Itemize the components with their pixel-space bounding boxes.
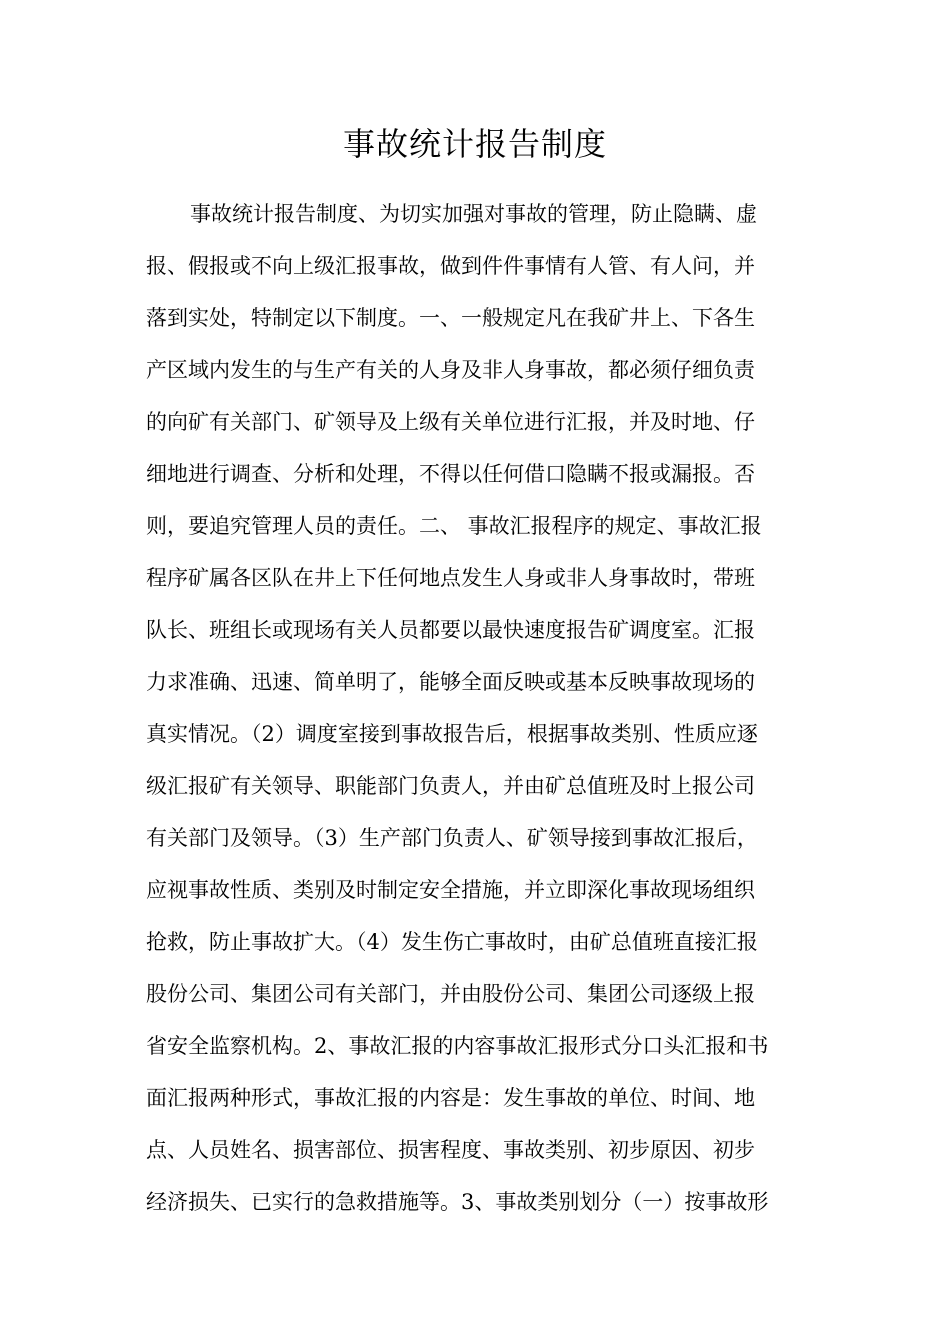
text-line: 股份公司、集团公司有关部门，并由股份公司、集团公司逐级上报 [146,982,755,1006]
text-line: 则，要追究管理人员的责任。二、 事故汇报程序的规定、事故汇报 [146,514,762,538]
text-line: 细地进行调查、分析和处理，不得以任何借口隐瞒不报或漏报。否 [146,462,755,486]
text-line: 面汇报两种形式，事故汇报的内容是：发生事故的单位、时间、地 [146,1086,755,1110]
document-title: 事故统计报告制度 [342,125,607,163]
text-line: 级汇报矿有关领导、职能部门负责人，并由矿总值班及时上报公司 [146,774,755,798]
text-line: 经济损失、已实行的急救措施等。3、事故类别划分（一）按事故形 [146,1190,769,1214]
text-line: 的向矿有关部门、矿领导及上级有关单位进行汇报，并及时地、仔 [146,410,755,434]
text-line: 程序矿属各区队在井上下任何地点发生人身或非人身事故时，带班 [146,566,755,590]
text-line: 产区域内发生的与生产有关的人身及非人身事故，都必须仔细负责 [146,358,755,382]
text-line: 省安全监察机构。2、事故汇报的内容事故汇报形式分口头汇报和书 [146,1034,769,1058]
text-line: 点、人员姓名、损害部位、损害程度、事故类别、初步原因、初步 [146,1138,755,1162]
text-line: 应视事故性质、类别及时制定安全措施，并立即深化事故现场组织 [146,878,755,902]
text-line: 抢救，防止事故扩大。（4）发生伤亡事故时，由矿总值班直接汇报 [146,930,758,954]
text-line: 报、假报或不向上级汇报事故，做到件件事情有人管、有人问，并 [146,254,755,278]
text-line: 真实情况。（2）调度室接到事故报告后，根据事故类别、性质应逐 [146,722,758,746]
text-line: 力求准确、迅速、简单明了，能够全面反映或基本反映事故现场的 [146,670,755,694]
text-line: 队长、班组长或现场有关人员都要以最快速度报告矿调度室。汇报 [146,618,755,642]
text-line: 有关部门及领导。（3）生产部门负责人、矿领导接到事故汇报后， [146,826,758,850]
document-body [146,188,806,1228]
text-line: 事故统计报告制度、为切实加强对事故的管理，防止隐瞒、虚 [190,202,757,226]
text-line: 落到实处，特制定以下制度。一、一般规定凡在我矿井上、下各生 [146,306,755,330]
